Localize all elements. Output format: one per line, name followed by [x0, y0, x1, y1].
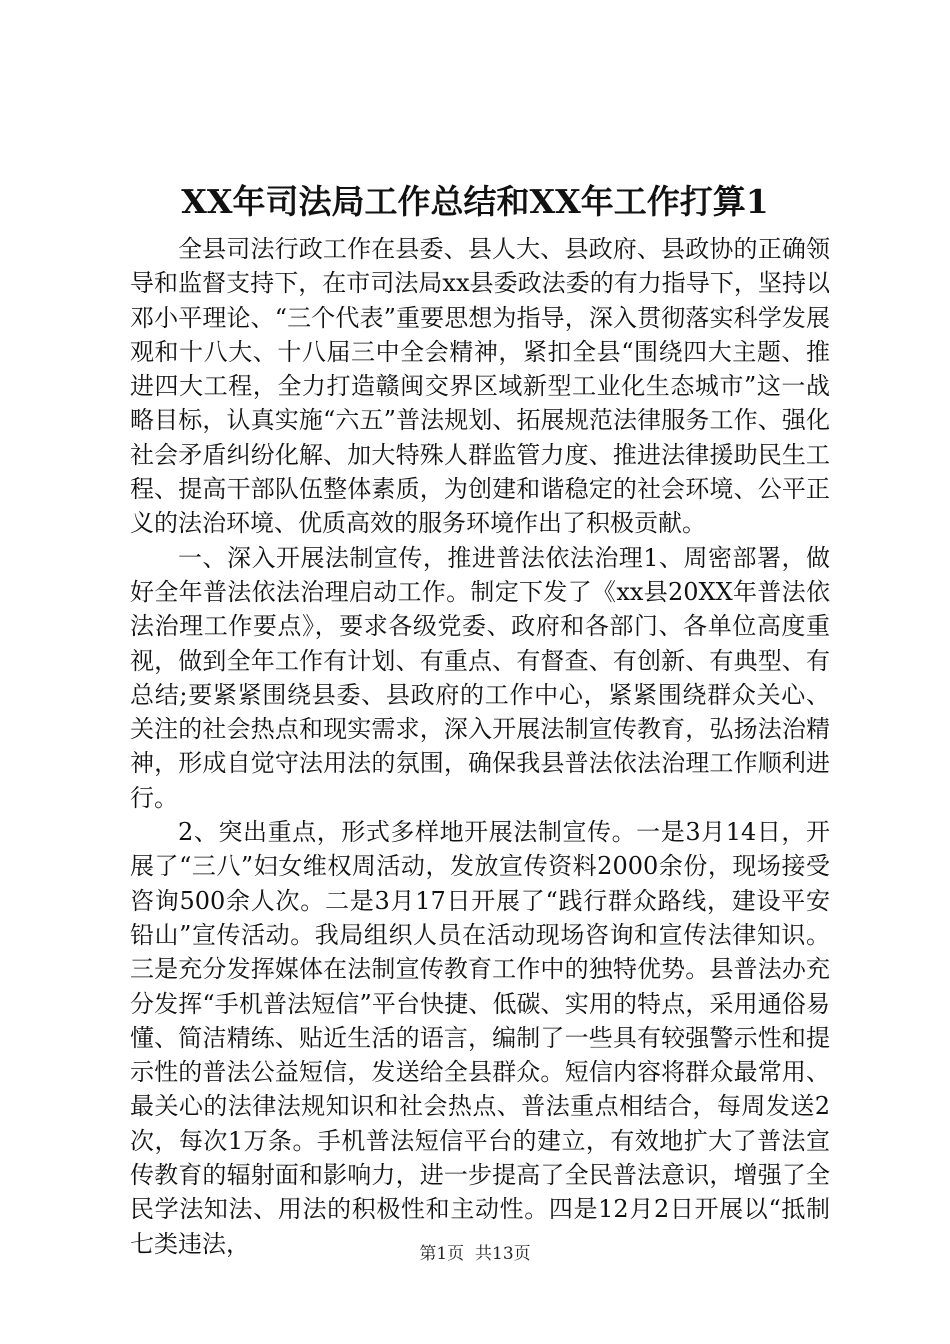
page-number: 第1页: [419, 1244, 465, 1264]
paragraph-section-1: 一、深入开展法制宣传，推进普法依法治理1、周密部署，做好全年普法依法治理启动工作。制定下发了《xx县20XX年普法依法治理工作要点》，要求各级党委、政府和各部门、各单位高度重视，做到全年工作有计划、有重点、有督查、有创新、有典型、有总结;要紧紧围绕县委、县政府的工作中心，紧紧围绕群众关心、关注的社会热点和现实需求，深入开展法制宣传教育，弘扬法治精神，形成自觉守法用法的氛围，确保我县普法依法治理工作顺利进行。: [130, 543, 830, 812]
document-body: [130, 232, 830, 1261]
page-total: 共13页: [475, 1244, 531, 1264]
footer-separator: [464, 1244, 475, 1264]
page-footer: [0, 1243, 950, 1265]
paragraph-section-2: 2、突出重点，形式多样地开展法制宣传。一是3月14日，开展了“三八”妇女维权周活动，发放宣传资料2000余份，现场接受咨询500余人次。二是3月17日开展了“践行群众路线，建设平安铅山”宣传活动。我局组织人员在活动现场咨询和宣传法律知识。三是充分发挥媒体在法制宣传教育工作中的独特优势。县普法办充分发挥“手机普法短信”平台快捷、低碳、实用的特点，采用通俗易懂、简洁精练、贴近生活的语言，编制了一些具有较强警示性和提示性的普法公益短信，发送给全县群众。短信内容将群众最常用、最关心的法律法规知识和社会热点、普法重点相结合，每周发送2次，每次1万条。手机普法短信平台的建立，有效地扩大了普法宣传教育的辐射面和影响力，进一步提高了全民普法意识，增强了全民学法知法、用法的积极性和主动性。四是12月2日开展以“抵制七类违法，: [130, 818, 830, 1258]
document-title: XX年司法局工作总结和XX年工作打算1: [181, 182, 769, 221]
paragraph-intro: 全县司法行政工作在县委、县人大、县政府、县政协的正确领导和监督支持下，在市司法局xx县委政法委的有力指导下，坚持以邓小平理论、“三个代表”重要思想为指导，深入贯彻落实科学发展观和十八大、十八届三中全会精神，紧扣全县“围绕四大主题、推进四大工程，全力打造赣闽交界区域新型工业化生态城市”这一战略目标，认真实施“六五”普法规划、拓展规范法律服务工作、强化社会矛盾纠纷化解、加大特殊人群监管力度、推进法律援助民生工程、提高干部队伍整体素质，为创建和谐稳定的社会环境、公平正义的法治环境、优质高效的服务环境作出了积极贡献。: [130, 235, 830, 538]
